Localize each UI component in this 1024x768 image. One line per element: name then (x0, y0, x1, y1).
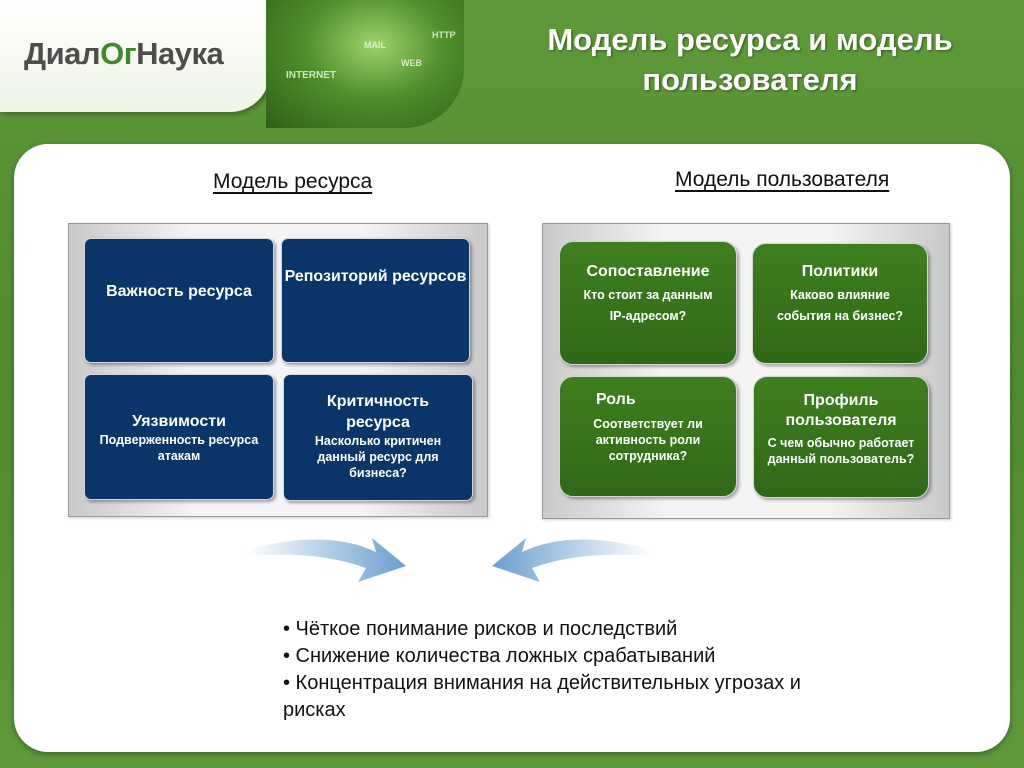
globe-label-http: HTTP (432, 30, 456, 40)
right-curved-arrow-icon (482, 530, 662, 590)
resource-model-heading: Модель ресурса (213, 170, 373, 193)
logo (24, 36, 223, 72)
card-title: Политики (801, 263, 879, 280)
internet-globe-image (266, 0, 464, 128)
logo-text-part3: Наука (136, 36, 224, 71)
role-card (559, 376, 737, 497)
list-item: • Чёткое понимание рисков и последствий (283, 618, 678, 640)
mapping-card (559, 241, 737, 365)
globe-label-mail: MAIL (364, 40, 386, 50)
card-title: Роль (596, 391, 636, 408)
left-curved-arrow-icon (236, 530, 416, 590)
logo-panel (0, 0, 270, 112)
card-subtitle: Кто стоит за данным IP-адресом? (583, 288, 713, 323)
resource-criticality-card (283, 374, 473, 501)
card-subtitle: Подверженность ресурса атакам (99, 433, 259, 463)
card-title: Уязвимости (132, 413, 226, 430)
globe-label-internet: INTERNET (286, 70, 336, 81)
policies-card (752, 243, 928, 364)
logo-text-part1: Диал (24, 36, 101, 71)
slide-title (490, 20, 1010, 100)
list-item: • Снижение количества ложных срабатываний (283, 645, 716, 667)
card-title: Критичность ресурса (326, 393, 430, 431)
vulnerabilities-card (84, 374, 274, 500)
user-model-heading: Модель пользователя (675, 168, 890, 191)
card-title: Важность ресурса (106, 283, 252, 300)
card-title: Сопоставление (586, 263, 710, 280)
card-subtitle: Каково влияние события на бизнес? (776, 288, 904, 323)
card-subtitle: С чем обычно работает данный пользователь? (767, 436, 915, 466)
card-title: Профиль пользователя (785, 392, 897, 429)
card-subtitle: Соответствует ли активность роли сотрудника? (593, 417, 703, 463)
list-item: • Концентрация внимания на действительных угрозах и рисках (283, 672, 801, 721)
logo-text-part2: Ог (100, 36, 137, 71)
resource-importance-card (84, 238, 274, 363)
slide-title-line1: Модель ресурса и модель (547, 22, 953, 57)
card-title: Репозиторий ресурсов (284, 268, 467, 285)
user-profile-card (753, 376, 929, 498)
slide-title-line2: пользователя (642, 62, 858, 97)
card-subtitle: Насколько критичен данный ресурс для бизнеса? (314, 434, 442, 480)
resource-repository-card (281, 238, 470, 363)
benefits-list (283, 616, 803, 724)
globe-label-web: WEB (401, 58, 422, 68)
